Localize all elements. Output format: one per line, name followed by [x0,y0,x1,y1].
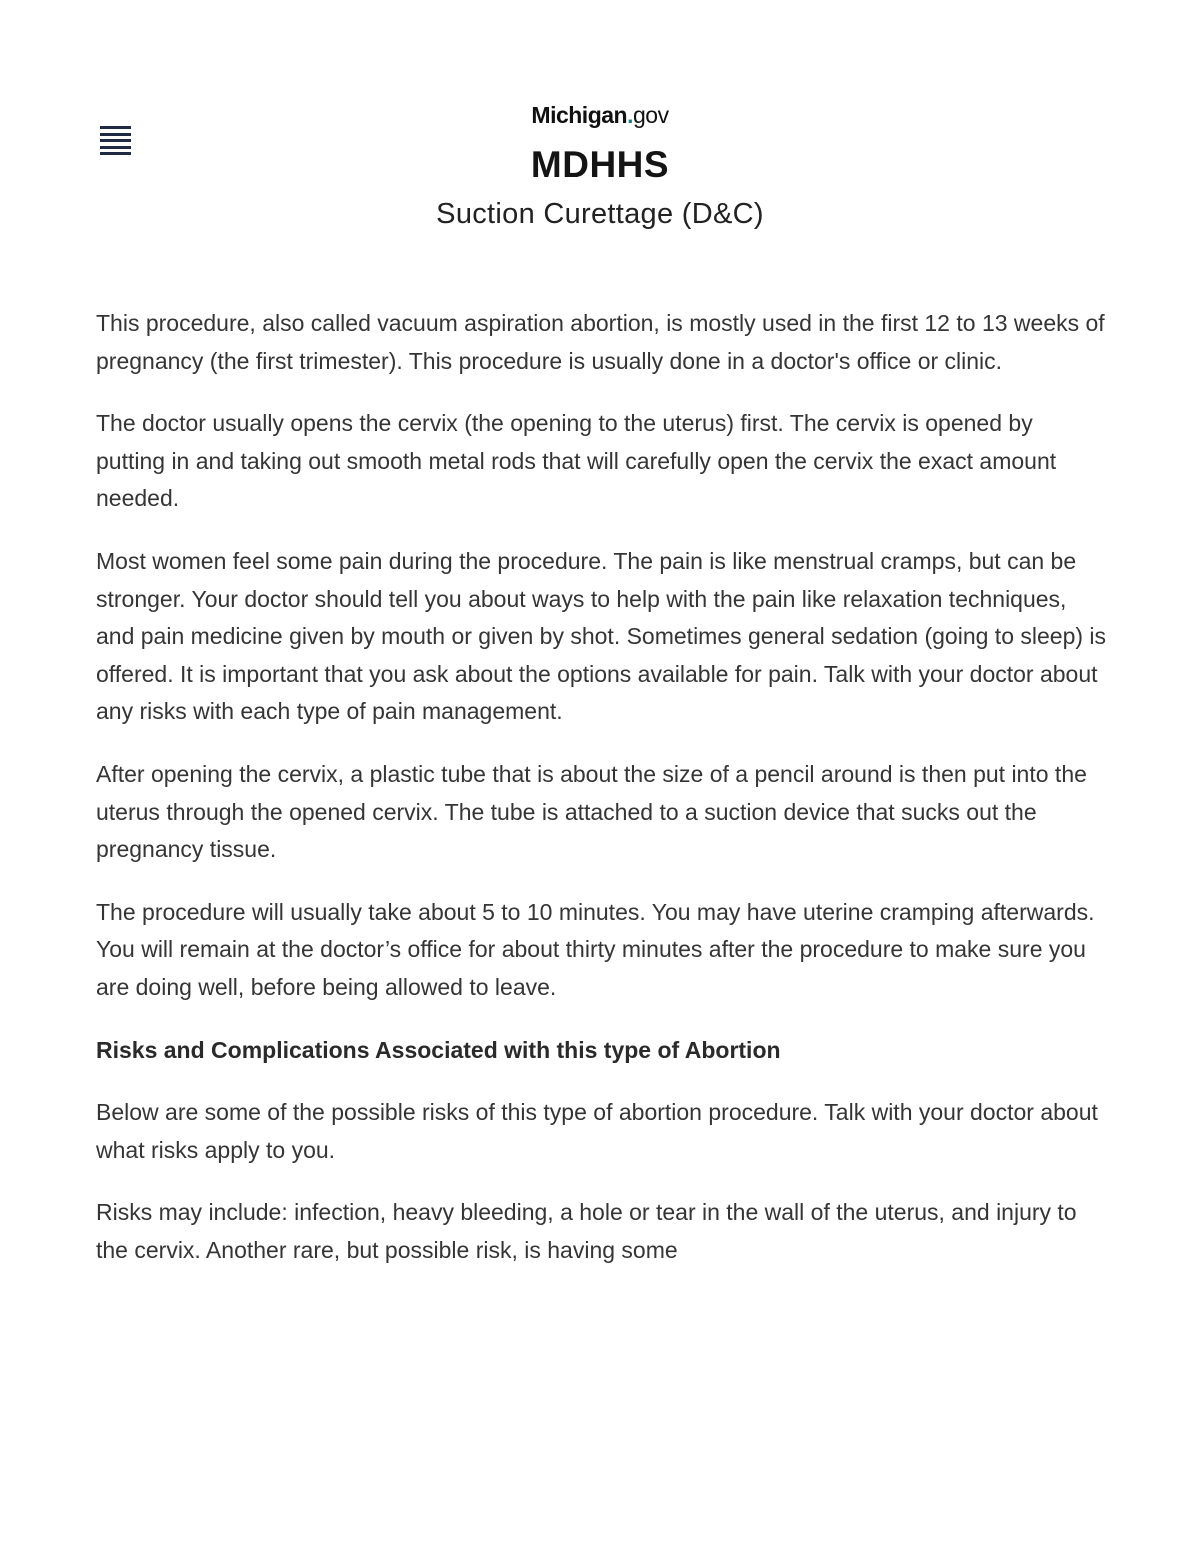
paragraph-risks-list: Risks may include: infection, heavy bleeding, a hole or tear in the wall of the uterus, and injury to the cervix. Another rare, but possible risk, is having some [96,1199,1077,1263]
michigan-gov-logo[interactable] [531,98,668,132]
paragraph-intro: This procedure, also called vacuum aspiration abortion, is mostly used in the first 12 to 13 weeks of pregnancy (the first trimester). This procedure is usually done in a doctor's office or clinic. [96,310,1105,374]
paragraph-duration: The procedure will usually take about 5 to 10 minutes. You may have uterine cramping afterwards. You will remain at the doctor’s office for about thirty minutes after the procedure to make sure you are doing well, before being allowed to leave. [96,898,1095,1000]
paragraph-suction: After opening the cervix, a plastic tube that is about the size of a pencil around is then put into the uterus through the opened cervix. The tube is attached to a suction device that sucks out the pregnancy tissue. [96,760,1087,863]
paragraph-risks-intro: Below are some of the possible risks of this type of abortion procedure. Talk with your doctor about what risks apply to you. [96,1099,1098,1163]
logo-dot: . [627,102,633,128]
paragraph-pain: Most women feel some pain during the procedure. The pain is like menstrual cramps, but can be stronger. Your doctor should tell you about ways to help with the pain like relaxation techniques, and pain medicine given by mouth or given by shot. Sometimes general sedation (going to sleep) is offered. It is important that you ask about the options available for pain. Talk with your doctor about any risks with each type of pain management. [96,547,1107,725]
page-title: Suction Curettage (D&C) [436,198,764,230]
article-body [96,305,1108,1294]
paragraph-cervix: The doctor usually opens the cervix (the opening to the uterus) first. The cervix is opened by putting in and taking out smooth metal rods that will carefully open the cervix the exact amount needed. [96,410,1057,512]
logo-tld: gov [632,102,669,128]
logo-brand: Michigan [531,102,628,128]
page-header [0,98,1200,233]
site-title: MDHHS [530,144,670,185]
risks-heading: Risks and Complications Associated with this type of Abortion [96,1036,781,1063]
